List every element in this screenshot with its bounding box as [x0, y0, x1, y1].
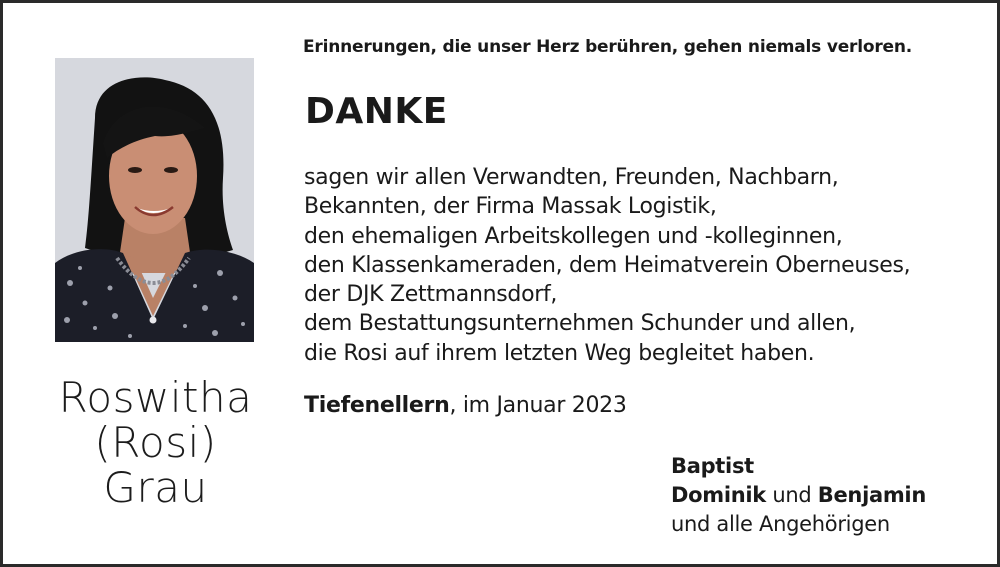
motto-quote: Erinnerungen, die unser Herz berühren, gehen niemals verloren.	[303, 37, 912, 57]
thanks-line: den ehemaligen Arbeitskollegen und -kolleginnen,	[304, 223, 843, 249]
nickname: (Rosi)	[94, 418, 217, 467]
signer-connector: und	[765, 483, 818, 507]
thanks-line: die Rosi auf ihrem letzten Weg begleitet haben.	[304, 340, 815, 366]
place-and-date	[304, 393, 627, 418]
thanks-line: Bekannten, der Firma Massak Logistik,	[304, 194, 717, 220]
signers-block	[671, 452, 926, 539]
signer-baptist: Baptist	[671, 454, 754, 478]
thanks-line: der DJK Zettmannsdorf,	[304, 282, 558, 308]
thanks-line: sagen wir allen Verwandten, Freunden, Nachbarn,	[304, 165, 839, 190]
signer-dominik: Dominik	[671, 483, 766, 507]
last-name: Grau	[103, 463, 208, 512]
thanks-heading: DANKE	[305, 91, 448, 132]
thanks-text	[304, 163, 910, 368]
deceased-name	[23, 375, 288, 510]
thanks-line: dem Bestattungsunternehmen Schunder und allen,	[304, 311, 856, 337]
place-name: Tiefenellern	[304, 393, 450, 418]
thanks-line: den Klassenkameraden, dem Heimatverein Oberneuses,	[304, 252, 911, 278]
first-name: Roswitha	[58, 373, 253, 422]
signer-benjamin: Benjamin	[817, 483, 926, 507]
date-text: , im Januar 2023	[449, 393, 627, 418]
signer-relatives: und alle Angehörigen	[671, 512, 890, 536]
portrait-photo	[55, 58, 254, 342]
